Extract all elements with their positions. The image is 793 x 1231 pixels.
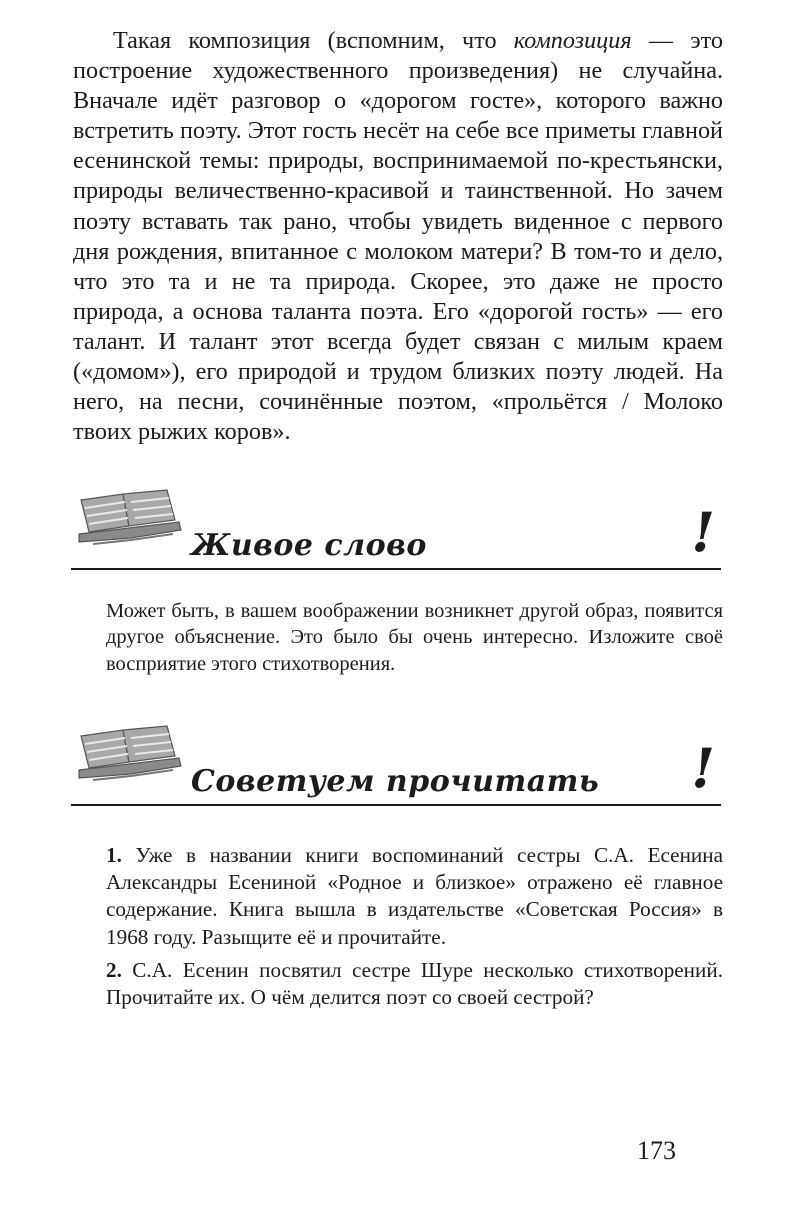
section-divider [71,804,721,806]
open-book-icon [75,722,183,786]
main-paragraph-start: Такая композиция (вспомним, что [113,27,514,54]
section-header-sovetuem-prochitat [71,722,721,806]
reading-list [106,842,723,1017]
section-title: Советуем прочитать [191,764,600,799]
section-text-zhivoe-slovo: Может быть, в вашем воображении возникнет другой образ, появится другое объяснение. Это было бы очень интересно. Изложите своё восприятие этого стихотворения. [106,600,723,675]
list-item-text: С.А. Есенин посвятил сестре Шуре несколько стихотворений. Прочитайте их. О чём делится поэт со своей сестрой? [106,957,723,1010]
section-divider [71,568,721,570]
emphasized-term: композиция [513,27,632,54]
main-paragraph [73,26,723,447]
exclamation-mark: ! [691,500,715,564]
list-item-number: 1. [106,843,122,867]
list-item-text: Уже в названии книги воспоминаний сестры С.А. Есенина Александры Есениной «Родное и близкое» отражено её главное содержание. Книга вышла в издательстве «Советская Россия» в 1968 году. Разыщите её и прочитайте. [106,843,723,949]
list-item [106,957,723,1011]
open-book-icon [75,486,183,550]
list-item [106,842,723,951]
main-paragraph-rest: — это построение художественного произведения) не случайна. Вначале идёт разговор о «дорогом госте», которого важно встретить поэту. Этот гость несёт на себе все приметы главной есенинской темы: природы, воспринимаемой по-крестьянски, природы величественно-красивой и таинственной. Но зачем поэту вставать так рано, чтобы увидеть виденное с первого дня рождения, впитанное с молоком матери? В том-то и дело, что это та и не та природа. Скорее, это даже не просто природа, а основа таланта поэта. Его «дорогой гость» — его талант. И талант этот всегда будет связан с милым краем («домом»), его природой и трудом близких поэту людей. На него, на песни, сочинённые поэтом, «прольётся / Молоко твоих рыжих коров». [73,27,723,446]
page-number: 173 [637,1136,676,1165]
section-title: Живое слово [191,528,427,563]
list-item-number: 2. [106,957,122,982]
exclamation-mark: ! [691,736,715,800]
section-header-zhivoe-slovo [71,486,721,570]
